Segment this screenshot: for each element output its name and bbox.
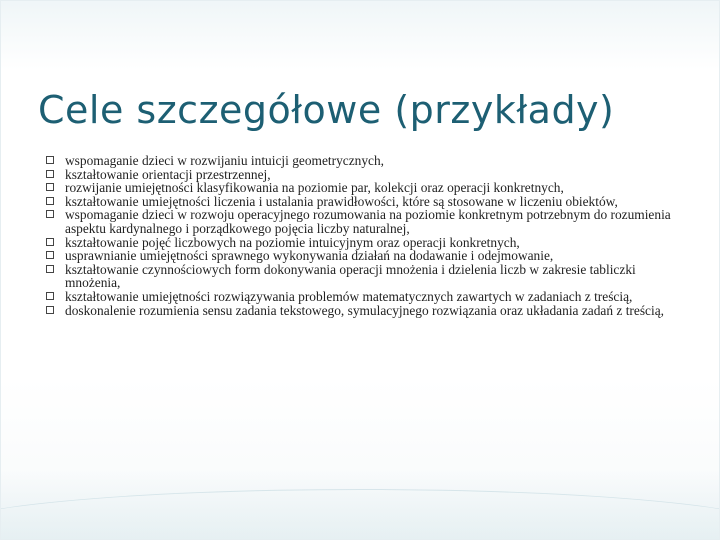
list-item (44, 236, 684, 250)
list-item-text: wspomaganie dzieci w rozwijaniu intuicji geometrycznych, (65, 153, 385, 168)
list-item-text: rozwijanie umiejętności klasyfikowania na poziomie par, kolekcji oraz operacji konkretnych, (65, 180, 564, 196)
list-item-text: kształtowanie umiejętności liczenia i ustalania prawidłowości, które są stosowane w liczeniu obiektów, (65, 193, 618, 209)
list-item-text: kształtowanie orientacji przestrzennej, (65, 166, 271, 182)
list-item (44, 168, 684, 182)
checkbox-bullet-icon (46, 170, 54, 178)
list-item (44, 181, 684, 195)
list-item (44, 290, 684, 304)
list-item (44, 195, 684, 209)
checkbox-bullet-icon (46, 156, 54, 164)
checkbox-bullet-icon (46, 238, 54, 246)
list-item-text: usprawnianie umiejętności sprawnego wykonywania działań na dodawanie i odejmowanie, (65, 248, 554, 264)
slide-title: Cele szczegółowe (przykłady) (38, 88, 615, 132)
checkbox-bullet-icon (46, 306, 54, 314)
list-item (44, 263, 684, 290)
list-item-text: kształtowanie umiejętności rozwiązywania problemów matematycznych zawartych w zadaniach z treścią, (65, 288, 633, 304)
checkbox-bullet-icon (46, 265, 54, 273)
list-item (44, 304, 684, 318)
checkbox-bullet-icon (46, 251, 54, 259)
list-item-text: kształtowanie czynnościowych form dokonywania operacji mnożenia i dzielenia liczb w zakresie tabliczki mnożenia, (65, 261, 636, 291)
checkbox-bullet-icon (46, 197, 54, 205)
list-item (44, 154, 684, 168)
checkbox-bullet-icon (46, 292, 54, 300)
list-item-text: kształtowanie pojęć liczbowych na poziomie intuicyjnym oraz operacji konkretnych, (65, 234, 520, 250)
list-item (44, 249, 684, 263)
objectives-list (44, 154, 684, 317)
list-item (44, 208, 684, 235)
checkbox-bullet-icon (46, 183, 54, 191)
list-item-text: doskonalenie rozumienia sensu zadania tekstowego, symulacyjnego rozwiązania oraz układania zadań z treścią, (65, 302, 664, 318)
list-item-text: wspomaganie dzieci w rozwoju operacyjnego rozumowania na poziomie konkretnym potrzebnym do rozumienia aspektu kardynalnego i porządkowego pojęcia liczby naturalnej, (65, 207, 671, 236)
checkbox-bullet-icon (46, 210, 54, 218)
